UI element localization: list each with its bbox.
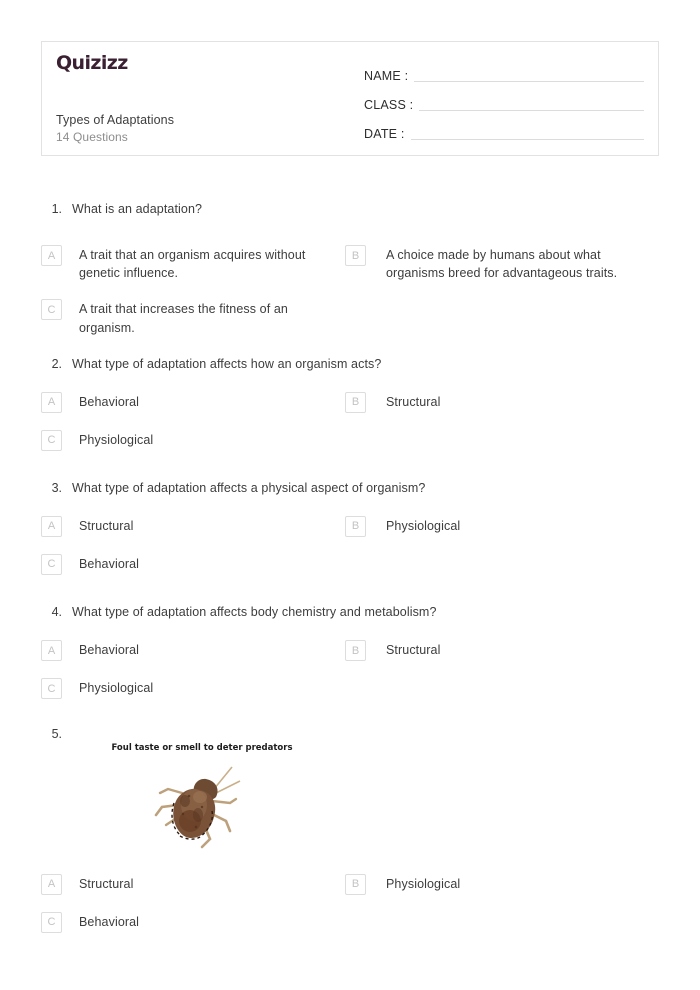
question-text: What type of adaptation affects how an organism acts?: [72, 356, 382, 371]
option-letter-c: C: [41, 299, 62, 320]
option-text: Structural: [79, 518, 134, 533]
option-letter-b: B: [345, 516, 366, 537]
question-block: [41, 479, 659, 591]
answer-options: [41, 391, 659, 467]
name-field-row: [364, 56, 644, 85]
option-text: Structural: [386, 394, 441, 409]
answer-option[interactable]: [345, 639, 659, 677]
answer-option[interactable]: [41, 515, 345, 553]
date-field-row: [364, 114, 644, 143]
question-heading: [41, 200, 659, 218]
option-letter-a: A: [41, 392, 62, 413]
question-heading: [41, 725, 659, 743]
question-block: [41, 725, 659, 949]
answer-option[interactable]: [345, 873, 659, 911]
answer-option[interactable]: [41, 553, 345, 591]
answer-option[interactable]: [345, 515, 659, 553]
question-text: What type of adaptation affects a physical aspect of organism?: [72, 480, 426, 495]
header-left-section: [56, 54, 356, 73]
answer-option[interactable]: [345, 391, 659, 429]
stink-bug-photo: [82, 759, 322, 851]
option-letter-b: B: [345, 874, 366, 895]
question-text: What is an adaptation?: [72, 202, 203, 216]
answer-option[interactable]: [41, 677, 345, 715]
question-block: [41, 355, 659, 467]
option-letter-c: C: [41, 554, 62, 575]
option-text: A trait that increases the fitness of an organism.: [79, 302, 288, 335]
question-heading: [41, 355, 659, 373]
answer-option[interactable]: [41, 639, 345, 677]
question-number: 2.: [51, 356, 62, 371]
answer-option[interactable]: [41, 391, 345, 429]
class-field-row: [364, 85, 644, 114]
option-letter-b: B: [345, 245, 366, 266]
option-letter-a: A: [41, 640, 62, 661]
question-heading: [41, 479, 659, 497]
answer-options: [41, 515, 659, 591]
option-letter-c: C: [41, 912, 62, 933]
option-letter-b: B: [345, 392, 366, 413]
answer-options: [41, 873, 659, 949]
question-block: [41, 603, 659, 715]
answer-option[interactable]: [41, 298, 345, 352]
name-field-input[interactable]: [414, 81, 644, 82]
option-letter-a: A: [41, 874, 62, 895]
worksheet-header-card: [41, 41, 659, 156]
option-text: A trait that an organism acquires without genetic influence.: [79, 248, 306, 281]
option-text: Physiological: [79, 681, 154, 695]
name-field-label: NAME :: [364, 69, 409, 83]
quizizz-logo: [56, 54, 356, 73]
questions-list: [41, 200, 659, 949]
quiz-title: Types of Adaptations: [56, 113, 175, 127]
answer-option[interactable]: [41, 911, 345, 949]
class-field-input[interactable]: [419, 110, 644, 111]
option-text: Behavioral: [79, 556, 140, 571]
option-letter-b: B: [345, 640, 366, 661]
answer-option[interactable]: [41, 429, 345, 467]
question-image-block: [82, 743, 322, 850]
date-field-input[interactable]: [411, 139, 644, 140]
question-text: What type of adaptation affects body chemistry and metabolism?: [72, 604, 437, 619]
option-text: Structural: [386, 643, 441, 657]
question-count-label: 14 Questions: [56, 129, 128, 144]
class-field-label: CLASS :: [364, 98, 414, 112]
header-title-block: [56, 112, 174, 145]
option-text: Behavioral: [79, 394, 140, 409]
question-image-caption: Foul taste or smell to deter predators: [111, 743, 293, 754]
answer-options: [41, 639, 659, 715]
option-text: Behavioral: [79, 914, 140, 929]
question-number: 1.: [51, 202, 62, 216]
option-text: Physiological: [79, 432, 154, 447]
option-letter-c: C: [41, 430, 62, 451]
option-text: Physiological: [386, 518, 461, 533]
question-number: 4.: [51, 604, 62, 619]
question-number: 5.: [51, 727, 62, 741]
option-text: Behavioral: [79, 643, 140, 657]
option-text: Structural: [79, 876, 134, 891]
student-info-fields: [364, 56, 644, 143]
question-heading: [41, 603, 659, 621]
option-letter-a: A: [41, 516, 62, 537]
answer-option[interactable]: [41, 873, 345, 911]
option-letter-c: C: [41, 678, 62, 699]
stink-bug-illustration: [152, 759, 252, 851]
answer-option[interactable]: [345, 244, 659, 298]
question-block: [41, 200, 659, 353]
option-letter-a: A: [41, 245, 62, 266]
date-field-label: DATE :: [364, 127, 405, 141]
answer-option[interactable]: [41, 244, 345, 298]
quizizz-logo-text: Quizizz: [56, 52, 128, 74]
answer-options: [41, 244, 659, 353]
option-text: Physiological: [386, 876, 461, 891]
question-number: 3.: [51, 480, 62, 495]
option-text: A choice made by humans about what organisms breed for advantageous traits.: [386, 248, 618, 281]
